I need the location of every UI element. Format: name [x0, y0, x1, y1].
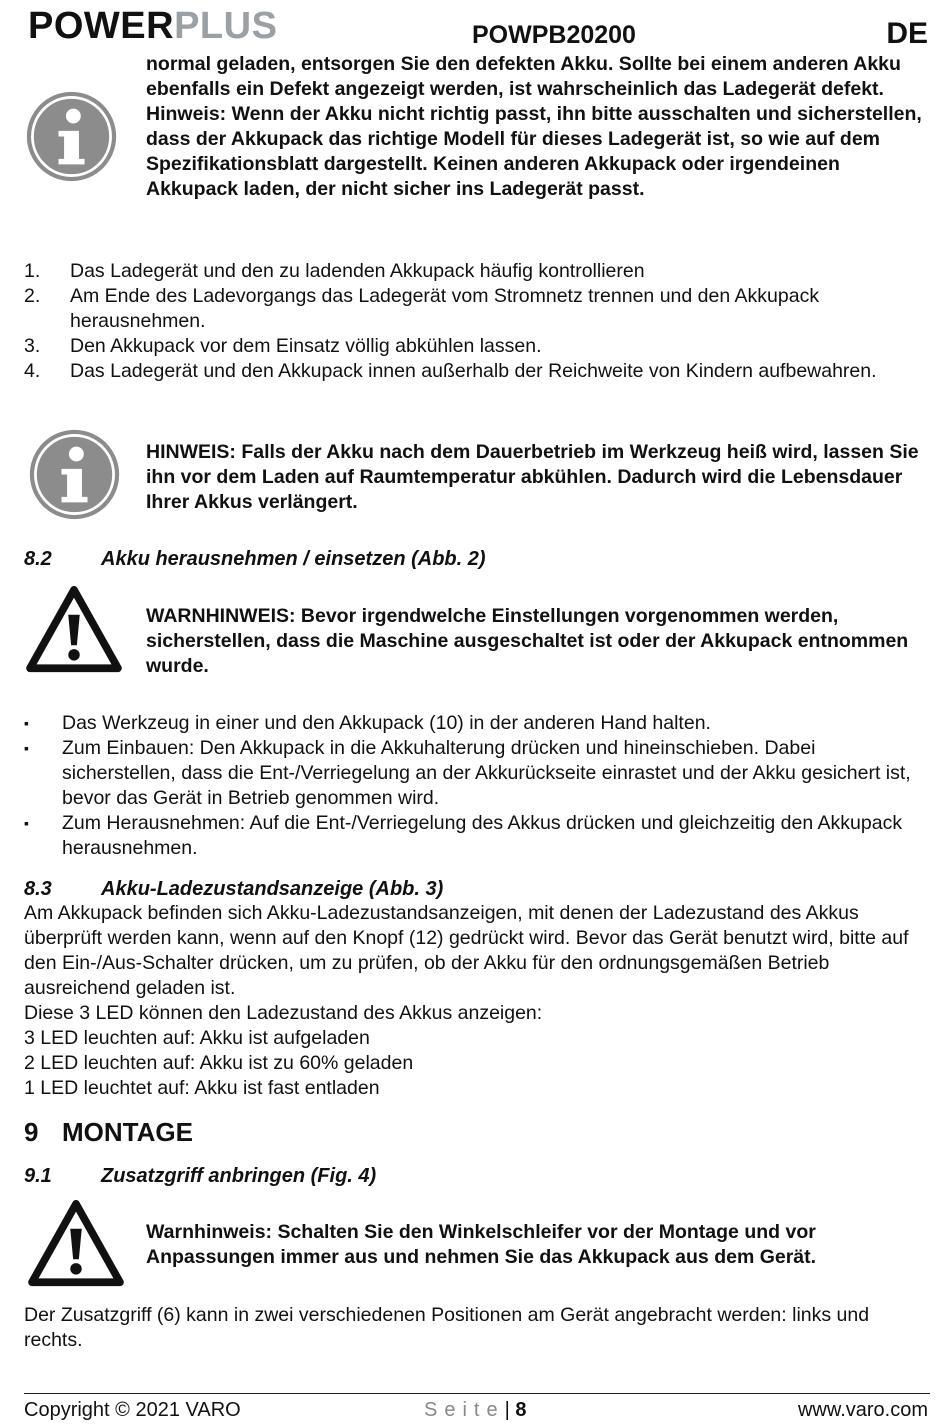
chapter-heading-9: 9 MONTAGE [24, 1117, 193, 1147]
list-item: ▪ Das Werkzeug in einer und den Akkupack (10) in der anderen Hand halten. [24, 712, 711, 734]
warning-text-1: WARNHINWEIS: Bevor irgendwelche Einstellungen vorgenommen werden, sicherstellen, dass die Maschine ausgeschaltet ist oder der Akkupack entnommen wurde. [146, 605, 909, 677]
list-item: ▪ Zum Herausnehmen: Auf die Ent-/Verriegelung des Akkus drücken und gleichzeitig den Akkupack herausnehmen. [24, 812, 903, 859]
page-label: Seite [424, 1399, 505, 1421]
list-item: 4. Das Ladegerät und den Akkupack innen außerhalb der Reichweite von Kindern aufbewahren. [24, 360, 877, 382]
language-code: DE [886, 17, 928, 50]
footer-website: www.varo.com [797, 1399, 928, 1421]
logo-text-power: POWER [28, 5, 175, 47]
section-heading-9-1: 9.1 Zusatzgriff anbringen (Fig. 4) [24, 1165, 377, 1187]
paragraph: Diese 3 LED können den Ladezustand des Akkus anzeigen: [24, 1002, 543, 1024]
section-heading-8-2: 8.2 Akku herausnehmen / einsetzen (Abb. 2) [24, 548, 486, 570]
numbered-list [24, 259, 924, 384]
info-icon [25, 90, 118, 183]
warning-icon [26, 586, 122, 674]
section-8-3-body [24, 901, 924, 1101]
footer-page [424, 1398, 526, 1422]
section-9-1-body: Der Zusatzgriff (6) kann in zwei verschiedenen Positionen am Gerät angebracht werden: links und rechts. [24, 1304, 870, 1351]
footer-divider [24, 1393, 930, 1394]
section-heading-8-3: 8.3 Akku-Ladezustandsanzeige (Abb. 3) [24, 878, 444, 900]
list-item: 2. Am Ende des Ladevorgangs das Ladegerät vom Stromnetz trennen und den Akkupack herausnehmen. [24, 285, 820, 332]
logo-text-plus: PLUS [174, 5, 278, 47]
brand-logo [28, 4, 277, 48]
paragraph: 1 LED leuchtet auf: Akku ist fast entladen [24, 1077, 380, 1099]
model-number: POWPB20200 [472, 21, 636, 49]
page-separator: | [504, 1399, 510, 1421]
bullet-list [24, 711, 924, 861]
paragraph: 2 LED leuchten auf: Akku ist zu 60% geladen [24, 1052, 414, 1074]
paragraph: 3 LED leuchten auf: Akku ist aufgeladen [24, 1027, 370, 1049]
list-item: 1. Das Ladegerät und den zu ladenden Akkupack häufig kontrollieren [24, 260, 645, 282]
warning-icon [28, 1200, 124, 1288]
warning-text-2: Warnhinweis: Schalten Sie den Winkelschleifer vor der Montage und vor Anpassungen immer aus und nehmen Sie das Akkupack aus dem Gerät. [146, 1221, 817, 1268]
list-item: 3. Den Akkupack vor dem Einsatz völlig abkühlen lassen. [24, 335, 542, 357]
info-icon [28, 428, 121, 521]
info-hinweis: HINWEIS: Falls der Akku nach dem Dauerbetrieb im Werkzeug heiß wird, lassen Sie ihn vor dem Laden auf Raumtemperatur abkühlen. Dadurch wird die Lebensdauer Ihrer Akkus verlängert. [146, 441, 919, 513]
info-charging-note: normal geladen, entsorgen Sie den defekten Akku. Sollte bei einem anderen Akku ebenfalls ein Defekt angezeigt werden, ist wahrscheinlich das Ladegerät defekt. Hinweis: Wenn der Akku nicht richtig passt, ihn bitte ausschalten und sicherstellen, dass der Akkupack das richtige Modell für dieses Ladegerät ist, so wie auf dem Spezifikationsblatt dargestellt. Keinen anderen Akkupack oder irgendeinen Akkupack laden, der nicht sicher ins Ladegerät passt. [146, 53, 922, 200]
paragraph: Am Akkupack befinden sich Akku-Ladezustandsanzeigen, mit denen der Ladezustand des Akkus überprüft werden kann, wenn auf den Knopf (12) gedrückt wird. Bevor das Gerät benutzt wird, bitte auf den Ein-/Aus-Schalter drücken, um zu prüfen, ob der Akku für den ordnungsgemäßen Betrieb ausreichend geladen ist. [24, 902, 909, 999]
footer-copyright: Copyright © 2021 VARO [24, 1399, 241, 1421]
page-number: 8 [515, 1399, 527, 1421]
list-item: ▪ Zum Einbauen: Den Akkupack in die Akkuhalterung drücken und hineinschieben. Dabei sicherstellen, dass die Ent-/Verriegelung an der Akkurückseite einrastet und der Akku gesichert ist, bevor das Gerät in Betrieb genommen wird. [24, 737, 911, 809]
